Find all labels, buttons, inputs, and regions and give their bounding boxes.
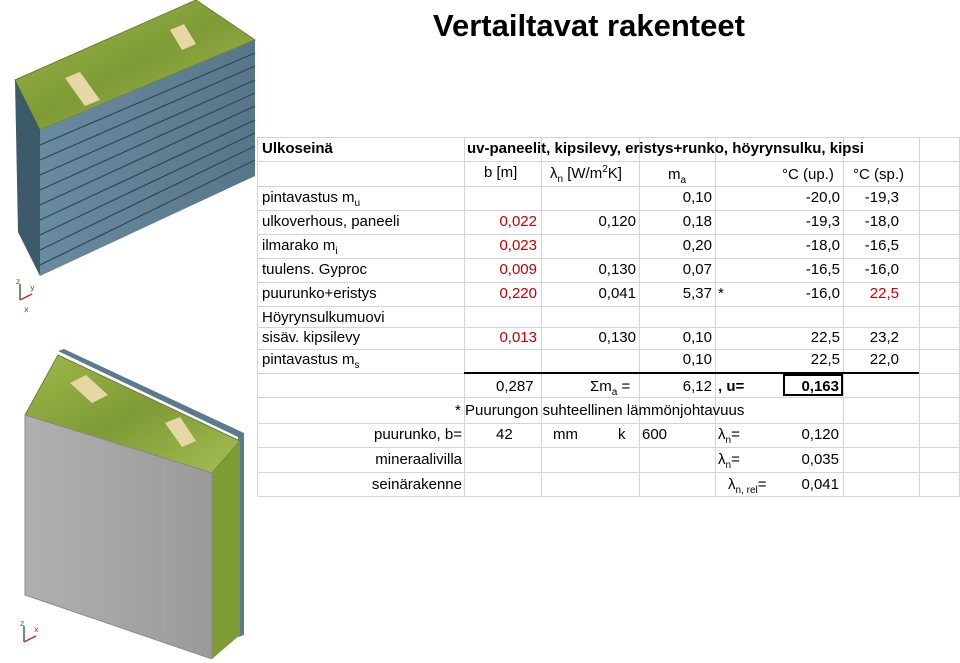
- layer-lambda-cell: 0,130: [598, 329, 636, 346]
- layer-b-cell: [467, 187, 537, 209]
- layer-t-up-cell: 22,5: [810, 329, 840, 346]
- mineral-lambda-label: $\lambda_n=$: [718, 451, 740, 471]
- layer-b-cell: 0,220: [499, 285, 537, 302]
- axis-z-label: z: [20, 619, 25, 628]
- layer-t-sp-cell: -18,0: [864, 213, 899, 230]
- col-header-m: $m_a$: [668, 166, 687, 186]
- layer-lambda-cell: 0,130: [598, 261, 636, 278]
- layer-b-cell: [467, 307, 537, 329]
- layer-label: pintavastus $m_u$: [262, 189, 361, 209]
- col-header-temp-up: °C (up.): [782, 166, 834, 183]
- wood-lambda-label: $\lambda_n=$: [718, 426, 740, 446]
- layer-t-sp-cell: 22,0: [869, 351, 899, 368]
- layer-m-cell: 0,10: [682, 329, 712, 346]
- layer-t-sp-cell: -16,5: [864, 237, 899, 254]
- layer-t-sp-cell: 23,2: [869, 329, 899, 346]
- layer-t-sp-cell: -19,3: [864, 189, 899, 206]
- page-title: Vertailtavat rakenteet: [433, 8, 745, 43]
- layer-lambda-cell: 0,041: [598, 285, 636, 302]
- layer-b-cell: [467, 349, 537, 371]
- layer-lambda-cell: [545, 307, 636, 329]
- layer-lambda-cell: [545, 235, 636, 257]
- sum-u-label: , u=: [718, 378, 745, 395]
- layer-label: pintavastus $m_s$: [262, 351, 360, 371]
- wall-lambda-label: $\lambda_{n, rel}=$: [728, 476, 767, 496]
- col-header-lambda: $\lambda_n$ $[W/m^2K]$: [550, 164, 622, 185]
- layer-b-cell: 0,013: [499, 329, 537, 346]
- axis-z-label: z: [16, 277, 21, 286]
- layer-m-cell: 5,37: [682, 285, 712, 302]
- wall-label: seinärakenne: [371, 476, 462, 493]
- wood-k-label: k: [618, 426, 626, 443]
- axis-x-label: x: [34, 625, 39, 634]
- table-heading-label: Ulkoseinä: [262, 140, 333, 157]
- layer-mark-cell: *: [718, 285, 724, 302]
- layer-t-sp-cell: -16,0: [864, 261, 899, 278]
- layer-t-up-cell: -18,0: [805, 237, 840, 254]
- layer-label: sisäv. kipsilevy: [262, 329, 361, 346]
- layer-t-sp-cell: [845, 307, 899, 329]
- layer-lambda-cell: [545, 349, 636, 371]
- wood-lambda-value: 0,120: [801, 426, 839, 443]
- layer-t-sp-cell: 22,5: [869, 285, 899, 302]
- wood-unit: mm: [553, 426, 578, 443]
- layer-m-cell: 0,18: [682, 213, 712, 230]
- sum-m-total: 6,12: [682, 378, 712, 395]
- layer-t-up-cell: -16,0: [805, 285, 840, 302]
- footnote: * Puurungon suhteellinen lämmönjohtavuus: [455, 402, 745, 419]
- exterior-wall-illustration: [0, 0, 262, 300]
- axis-y-label: y: [30, 283, 35, 292]
- mineral-label: mineraalivilla: [375, 451, 462, 468]
- layer-m-cell: 0,10: [682, 189, 712, 206]
- layer-m-cell: [642, 307, 712, 329]
- wood-k-value: 600: [642, 426, 668, 443]
- layer-t-up-cell: -16,5: [805, 261, 840, 278]
- table-heading-description: uv-paneelit, kipsilevy, eristys+runko, höyrynsulku, kipsi: [467, 140, 864, 157]
- layer-lambda-cell: [545, 187, 636, 209]
- layer-b-cell: 0,009: [499, 261, 537, 278]
- layer-t-up-cell: 22,5: [810, 351, 840, 368]
- sum-m-label: $\Sigma m_a$ =: [590, 378, 631, 398]
- wood-width: 42: [496, 426, 513, 443]
- interior-wall-illustration: [0, 345, 262, 659]
- axis-indicator-top: [6, 276, 46, 321]
- wall-lambda-value: 0,041: [801, 476, 839, 493]
- layer-label: puurunko+eristys: [262, 285, 377, 302]
- layer-label: ilmarako $m_i$: [262, 237, 338, 257]
- layer-t-up-cell: -20,0: [805, 189, 840, 206]
- layer-b-cell: 0,023: [499, 237, 537, 254]
- layer-t-up-cell: [720, 307, 840, 329]
- col-header-temp-sp: °C (sp.): [853, 166, 904, 183]
- layer-m-cell: 0,10: [682, 351, 712, 368]
- layer-b-cell: 0,022: [499, 213, 537, 230]
- layer-lambda-cell: 0,120: [598, 213, 636, 230]
- wood-label: puurunko, b=: [374, 426, 462, 443]
- sum-b-total: 0,287: [496, 378, 534, 395]
- axis-indicator-bottom: [14, 618, 54, 663]
- layer-m-cell: 0,07: [682, 261, 712, 278]
- layer-m-cell: 0,20: [682, 237, 712, 254]
- axis-x-label: x: [24, 305, 29, 314]
- layer-t-up-cell: -19,3: [805, 213, 840, 230]
- layer-label: tuulens. Gyproc: [262, 261, 368, 278]
- sum-separator: [464, 372, 919, 374]
- sum-u-value: 0,163: [801, 378, 839, 395]
- layer-label: ulkoverhous, paneeli: [262, 213, 400, 230]
- layer-label: Höyrynsulkumuovi: [262, 309, 385, 326]
- mineral-lambda-value: 0,035: [801, 451, 839, 468]
- col-header-b: b [m]: [484, 164, 518, 181]
